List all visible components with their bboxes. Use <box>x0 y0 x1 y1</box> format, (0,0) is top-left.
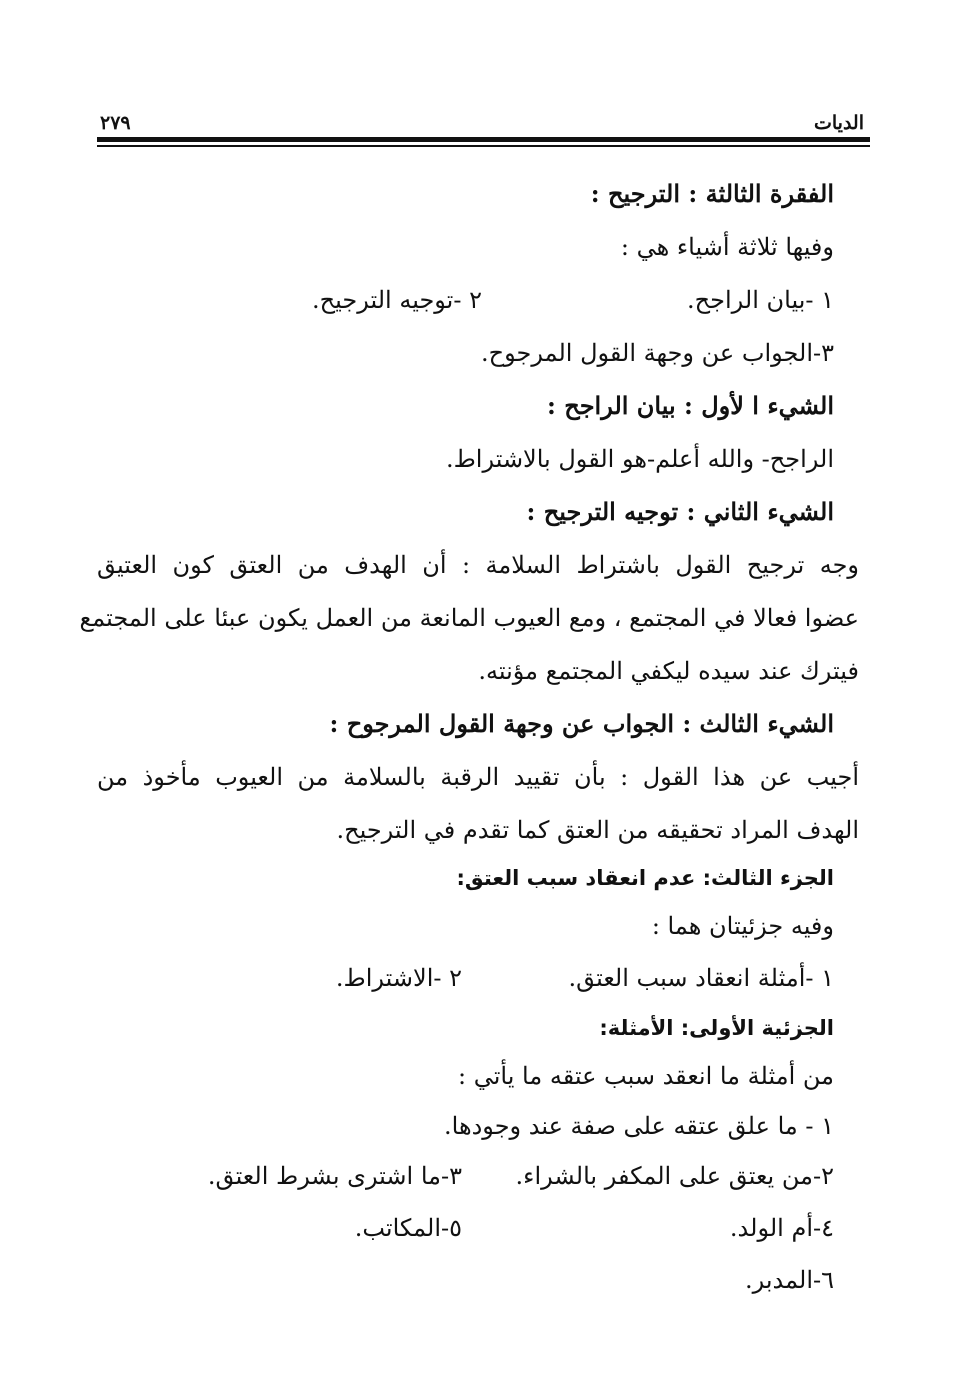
examples-intro: من أمثلة ما انعقد سبب عتقه ما يأتي : <box>458 1062 834 1090</box>
part-three-heading: الجزء الثالث: عدم انعقاد سبب العتق: <box>456 866 834 890</box>
header-rule-thin <box>97 145 870 147</box>
example-5: ٥-المكاتب. <box>354 1214 462 1242</box>
list-a-item-3: ٣-الجواب عن وجهة القول المرجوح. <box>480 339 834 367</box>
example-1: ١ - ما علق عتقه على صفة عند وجودها. <box>444 1112 834 1140</box>
list-b-item-1: ١ -أمثلة انعقاد سبب العتق. <box>568 964 834 992</box>
third-para-line-1: أجيب عن هذا القول : بأن تقييد الرقبة بالسلامة من العيوب مأخوذ من <box>97 763 859 791</box>
first-thing-heading: الشيء ا لأول : بيان الراجح : <box>547 391 834 420</box>
list-b-item-2: ٢ -الاشتراط. <box>335 964 462 992</box>
third-para-line-2: الهدف المراد تحقيقه من العتق كما تقدم في الترجيح. <box>336 816 859 844</box>
second-thing-heading: الشيء الثاني : توجيه الترجيح : <box>526 497 834 526</box>
example-2: ٢-من يعتق على المكفر بالشراء. <box>515 1162 834 1190</box>
second-para-line-1: وجه ترجيح القول باشتراط السلامة : أن الهدف من العتق كون العتيق <box>97 551 859 579</box>
section-intro: وفيها ثلاثة أشياء هي : <box>620 233 834 261</box>
page-number: ٢٧٩ <box>100 112 131 134</box>
header-rule-thick <box>97 137 870 142</box>
section-heading: الفقرة الثالثة : الترجيح : <box>590 179 834 208</box>
third-thing-heading: الشيء الثالث : الجواب عن وجهة القول المرجوح : <box>329 709 834 738</box>
list-a-item-1: ١ -بيان الراجح. <box>687 286 834 314</box>
example-6: ٦-المدبر. <box>744 1266 834 1294</box>
first-thing-text: الراجح- والله أعلم-هو القول بالاشتراط. <box>445 445 834 473</box>
second-para-line-3: فيترك عند سيده ليكفي المجتمع مؤنته. <box>478 657 859 685</box>
first-subpart-heading: الجزئية الأولى: الأمثلة: <box>599 1016 834 1040</box>
list-a-item-2: ٢ -توجيه الترجيح. <box>312 286 482 314</box>
example-4: ٤-أم الولد. <box>729 1214 834 1242</box>
running-header-title: الديات <box>813 112 864 134</box>
part-three-intro: وفيه جزئيتان هما : <box>651 912 834 940</box>
second-para-line-2: عضوا فعالا في المجتمع ، ومع العيوب المانعة من العمل يكون عبئا على المجتمع <box>79 604 859 632</box>
example-3: ٣-ما اشترى بشرط العتق. <box>207 1162 462 1190</box>
